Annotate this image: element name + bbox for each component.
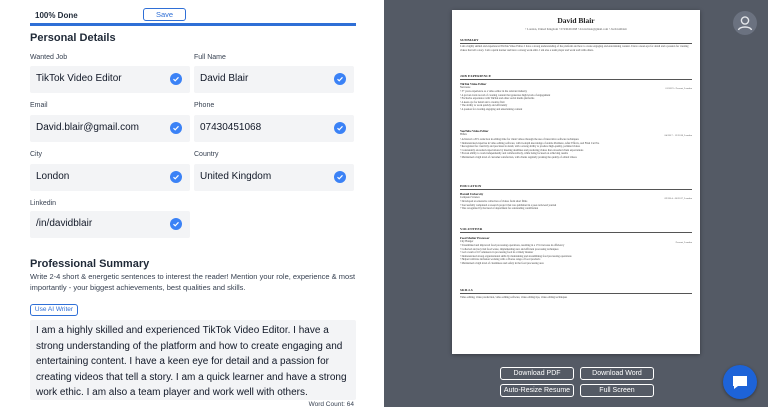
check-icon <box>170 218 182 230</box>
country-value: United Kingdom <box>200 171 272 182</box>
phone-value: 07430451068 <box>200 122 262 133</box>
cv-job1-company: Netcreate <box>460 86 471 89</box>
cv-job2-title: YouTube Video Editor <box>460 129 489 133</box>
cv-volunteer-heading: VOLUNTEER <box>460 227 483 231</box>
country-label: Country <box>194 151 219 158</box>
check-icon <box>334 171 346 183</box>
check-icon <box>170 122 182 134</box>
wanted-job-field[interactable] <box>30 66 190 93</box>
cv-edu-text: • Developed an extensive collection of videos from short films • Successfully completed a research project that was published in a peer-reviewed journal • Was recognized by the head of department for outstanding contribution <box>460 200 557 211</box>
progress-fill <box>30 23 356 26</box>
cv-job1-title: TikTok Video Editor <box>460 82 487 86</box>
email-field[interactable] <box>30 115 190 142</box>
auto-resize-button[interactable]: Auto-Resize Resume <box>500 384 574 397</box>
cv-edu-degree: Computer Science <box>460 196 480 199</box>
full-name-label: Full Name <box>194 54 226 61</box>
email-label: Email <box>30 102 48 109</box>
city-field[interactable] <box>30 164 190 191</box>
ai-writer-button[interactable]: Use AI Writer <box>30 304 78 316</box>
phone-label: Phone <box>194 102 215 109</box>
divider <box>460 189 692 190</box>
divider <box>460 43 692 44</box>
full-name-value: David Blair <box>200 73 249 84</box>
check-icon <box>170 171 182 183</box>
wanted-job-value: TikTok Video Editor <box>36 73 122 84</box>
linkedin-field[interactable] <box>30 211 190 238</box>
cv-job1-dates: 01/2019 - Present, London <box>665 87 692 90</box>
divider <box>460 79 692 80</box>
cv-vol-dates: Present, London <box>675 241 692 244</box>
phone-field[interactable] <box>194 115 354 142</box>
download-word-button[interactable]: Download Word <box>580 367 654 380</box>
cv-skills-text: Video editing, video production, video editing software, video editing tips, video editing techniques <box>460 296 568 299</box>
progress-row <box>35 8 356 22</box>
resume-preview-panel <box>384 0 768 407</box>
cv-job2-dates: 04/2017 - 12/2018, London <box>664 134 692 137</box>
check-icon <box>334 122 346 134</box>
save-button[interactable]: Save <box>143 8 186 21</box>
wanted-job-label: Wanted Job <box>30 54 68 61</box>
cv-edu-dates: 09/2014 - 06/2017, London <box>664 197 692 200</box>
summary-description: Write 2-4 short & energetic sentences to interest the reader! Mention your role, experience & most importantly - your biggest achievements, best qualities and skills. <box>30 272 356 292</box>
cv-job2-company: Hiflex <box>460 133 467 136</box>
full-screen-button[interactable]: Full Screen <box>580 384 654 397</box>
chat-icon <box>723 365 757 399</box>
personal-details-title: Personal Details <box>30 32 116 44</box>
divider <box>460 232 692 233</box>
cv-education-heading: EDUCATION <box>460 184 482 188</box>
summary-textarea[interactable]: I am a highly skilled and experienced TikTok Video Editor. I have a strong understanding of the platform and how to create engaging and entertaining content. I have a keen eye for detail and a passion for creating videos that tell a story. I am a quick learner and have a strong work ethic. I am also a team player and work well with others. <box>30 320 356 400</box>
email-value: David.blair@gmail.com <box>36 122 139 133</box>
cv-job1-text: • 3+ years experience as a video editor in the relevant industry • A proven track record of creating content that generates high levels of engagement • Exclusive experience with TikTok and other social media platforms • A keen eye for detail and a creative flair • The ability to work quickly and efficiently • A passion for creating engaging and entertaining content <box>460 90 551 111</box>
cv-skills-heading: SKILLS <box>460 288 473 292</box>
cv-contact: • London, United Kingdom • 07430451068 • david.blair@gmail.com • /in/davidblair <box>525 27 627 31</box>
chat-button[interactable] <box>723 365 757 399</box>
professional-summary-title: Professional Summary <box>30 258 150 270</box>
linkedin-label: Linkedin <box>30 200 57 207</box>
cv-edu-school: Harold University <box>460 192 484 196</box>
user-avatar[interactable] <box>733 11 757 35</box>
user-icon <box>733 11 757 35</box>
linkedin-value: /in/davidblair <box>36 218 93 229</box>
cv-job2-text: • Achieved a 20% reduction in editing time for client videos through the use of innovative software techniques • Demonstrated expertise in video editing software, with in-depth knowledge of Adobe Premiere, After Effects, and Final Cut Pro • Recognized for creativity and precision in detail, with a strong ability to produce high-quality, polished videos • Consistently exceeded expectations by meeting deadlines and producing videos that exceeded client expectations • Proven ability to work independently and collaboratively, while being focused on achieving results • Maintained a high level of customer satisfaction, with clients regularly praising the quality of edited videos <box>460 138 600 159</box>
progress-label: 100% Done <box>35 11 78 20</box>
city-value: London <box>36 171 70 182</box>
resume-page <box>452 10 700 354</box>
cv-experience-heading: JOB EXPERIENCE <box>460 74 492 78</box>
cv-summary-heading: SUMMARY <box>460 38 479 42</box>
check-icon <box>170 73 182 85</box>
progress-bar <box>30 23 356 26</box>
full-name-field[interactable] <box>194 66 354 93</box>
check-icon <box>334 73 346 85</box>
cv-vol-title: Food Shelter Processor <box>460 236 490 240</box>
city-label: City <box>30 151 43 158</box>
country-field[interactable] <box>194 164 354 191</box>
cv-summary-text: I am a highly skilled and experienced TikTok Video Editor. I have a strong understanding of the platform and how to create engaging and entertaining content. I have a keen eye for detail and a passion for creating videos that tell a story. I am a quick learner and have a strong work ethic. I am also a team player and work well with others. <box>460 45 689 52</box>
cv-vol-org: City Hunger <box>460 240 474 243</box>
divider <box>460 293 692 294</box>
cv-vol-text: • Streamlined and improved food processing operations, resulting in a 15% increase in efficiency • Collected and recycled food waste, implementing new and efficient processing techniques • Led a team of 10 volunteers in processing food in a timely manner • Demonstrated strong organizational skills by maintaining and streamlining food processing operations • Helped cultivate inclusion working with a diverse range of food products • Maintained a high level of cleanliness and safety in the food processing area <box>460 244 572 265</box>
word-count: Word Count: 64 <box>308 401 354 407</box>
download-pdf-button[interactable]: Download PDF <box>500 367 574 380</box>
cv-name: David Blair <box>557 16 595 25</box>
